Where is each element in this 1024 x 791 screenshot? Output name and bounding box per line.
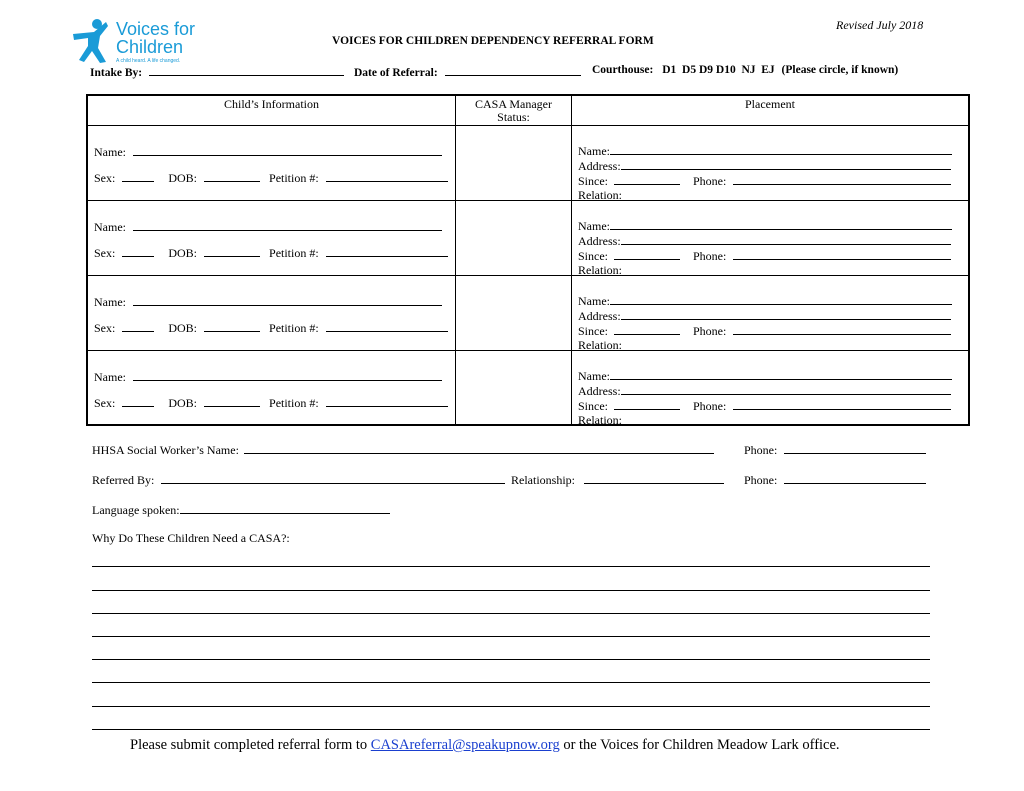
child-petition-label: Petition #: [269, 171, 319, 185]
child-name-line [94, 294, 442, 309]
placement-address-field[interactable] [621, 383, 951, 395]
placement-since-label: Since: [578, 174, 608, 188]
placement-address-label: Address: [578, 234, 621, 248]
child-dob-label: DOB: [168, 246, 198, 260]
placement-since-label: Since: [578, 399, 608, 413]
placement-phone-label: Phone: [693, 249, 727, 263]
child-sex-field[interactable] [122, 170, 154, 182]
logo [70, 18, 210, 66]
language-row [92, 502, 390, 518]
placement-since-label: Since: [578, 324, 608, 338]
row-divider [88, 275, 968, 276]
child-dob-field[interactable] [204, 245, 260, 257]
writing-line[interactable] [92, 706, 930, 707]
referred-by-row [92, 472, 505, 488]
placement-since-line [578, 398, 951, 413]
social-worker-phone-row [744, 442, 926, 458]
child-name-line [94, 369, 442, 384]
child-petition-label: Petition #: [269, 246, 319, 260]
logo-name-line1: Voices for [116, 19, 196, 39]
col-divider [455, 96, 456, 424]
language-label: Language spoken: [92, 503, 180, 517]
row-divider [88, 125, 968, 126]
footer-post: or the Voices for Children Meadow Lark office. [563, 737, 840, 753]
placement-address-line [578, 233, 951, 248]
placement-address-field[interactable] [621, 158, 951, 170]
placement-name-label: Name: [578, 144, 610, 158]
col-header-child-info: Child’s Information [224, 97, 319, 111]
child-petition-label: Petition #: [269, 396, 319, 410]
child-figure-icon [70, 18, 114, 64]
footer-pre: Please submit completed referral form to [130, 737, 368, 753]
placement-address-line [578, 158, 951, 173]
language-field[interactable] [180, 502, 390, 514]
placement-name-label: Name: [578, 219, 610, 233]
placement-since-field[interactable] [614, 398, 680, 410]
placement-address-label: Address: [578, 309, 621, 323]
why-casa-label: Why Do These Children Need a CASA?: [92, 531, 290, 545]
social-worker-phone-label: Phone: [744, 443, 778, 457]
child-dob-label: DOB: [168, 321, 198, 335]
writing-line[interactable] [92, 729, 930, 730]
placement-relation-line [578, 338, 622, 352]
placement-name-field[interactable] [610, 218, 952, 230]
row-divider [88, 200, 968, 201]
placement-relation-line [578, 188, 622, 202]
child-sex-field[interactable] [122, 395, 154, 407]
placement-phone-label: Phone: [693, 174, 727, 188]
courthouse-label: Courthouse: [592, 64, 654, 76]
date-row [354, 64, 581, 79]
placement-phone-field[interactable] [733, 248, 951, 260]
logo-tagline: A child heard. A life changed. [116, 58, 181, 64]
writing-line[interactable] [92, 682, 930, 683]
placement-phone-label: Phone: [693, 399, 727, 413]
child-name-field[interactable] [133, 369, 442, 381]
col-header-casa-line2: Status: [497, 110, 530, 124]
placement-name-field[interactable] [610, 293, 952, 305]
placement-address-field[interactable] [621, 308, 951, 320]
placement-phone-field[interactable] [733, 173, 951, 185]
child-details-line [94, 320, 448, 335]
child-sex-label: Sex: [94, 246, 116, 260]
col-divider [571, 96, 572, 424]
intake-row [90, 64, 344, 79]
relationship-row [511, 472, 724, 488]
placement-since-label: Since: [578, 249, 608, 263]
social-worker-row [92, 442, 714, 458]
placement-since-line [578, 248, 951, 263]
referred-by-field[interactable] [161, 472, 505, 484]
placement-name-line [578, 368, 952, 383]
child-name-label: Name: [94, 370, 126, 384]
placement-address-field[interactable] [621, 233, 951, 245]
child-petition-field[interactable] [326, 245, 448, 257]
writing-line[interactable] [92, 590, 930, 591]
placement-relation-line [578, 263, 622, 277]
placement-name-field[interactable] [610, 143, 952, 155]
courthouse-row [592, 64, 898, 76]
placement-since-line [578, 173, 951, 188]
child-sex-field[interactable] [122, 320, 154, 332]
col-header-casa-line1: CASA Manager [475, 97, 552, 111]
revised-date: Revised July 2018 [836, 18, 924, 32]
intake-by-label: Intake By: [90, 67, 143, 79]
writing-line[interactable] [92, 636, 930, 637]
placement-name-label: Name: [578, 294, 610, 308]
col-header-placement: Placement [745, 97, 795, 111]
relationship-field[interactable] [584, 472, 724, 484]
child-petition-field[interactable] [326, 170, 448, 182]
referrer-phone-label: Phone: [744, 473, 778, 487]
child-dob-label: DOB: [168, 396, 198, 410]
relationship-label: Relationship: [511, 473, 575, 487]
placement-name-field[interactable] [610, 368, 952, 380]
child-sex-field[interactable] [122, 245, 154, 257]
writing-line[interactable] [92, 613, 930, 614]
placement-name-label: Name: [578, 369, 610, 383]
writing-line[interactable] [92, 659, 930, 660]
child-dob-field[interactable] [204, 395, 260, 407]
logo-name-line2: Children [116, 37, 184, 57]
child-name-label: Name: [94, 145, 126, 159]
placement-name-line [578, 143, 952, 158]
child-details-line [94, 395, 448, 410]
child-sex-label: Sex: [94, 396, 116, 410]
courthouse-note: (Please circle, if known) [781, 64, 899, 76]
date-of-referral-field[interactable] [445, 64, 581, 76]
placement-name-line [578, 293, 952, 308]
date-of-referral-label: Date of Referral: [354, 67, 438, 79]
placement-relation-label: Relation: [578, 263, 622, 277]
child-petition-label: Petition #: [269, 321, 319, 335]
child-petition-field[interactable] [326, 395, 448, 407]
placement-relation-label: Relation: [578, 188, 622, 202]
child-name-line [94, 219, 442, 234]
col-header-casa [456, 98, 571, 124]
social-worker-phone-field[interactable] [784, 442, 926, 454]
child-name-label: Name: [94, 295, 126, 309]
form-title: VOICES FOR CHILDREN DEPENDENCY REFERRAL FORM [332, 35, 654, 47]
child-name-field[interactable] [133, 294, 442, 306]
footer-instruction [130, 737, 840, 754]
referred-by-label: Referred By: [92, 473, 155, 487]
placement-address-label: Address: [578, 384, 621, 398]
placement-address-label: Address: [578, 159, 621, 173]
child-dob-field[interactable] [204, 170, 260, 182]
child-name-line [94, 144, 442, 159]
courthouse-options[interactable]: D1 D5 D9 D10 NJ EJ [662, 64, 775, 76]
social-worker-label: HHSA Social Worker’s Name: [92, 443, 239, 457]
placement-relation-label: Relation: [578, 338, 622, 352]
child-name-label: Name: [94, 220, 126, 234]
child-dob-field[interactable] [204, 320, 260, 332]
placement-phone-field[interactable] [733, 323, 951, 335]
placement-since-field[interactable] [614, 323, 680, 335]
placement-address-line [578, 308, 951, 323]
referrer-phone-row [744, 472, 926, 488]
placement-since-field[interactable] [614, 248, 680, 260]
child-sex-label: Sex: [94, 321, 116, 335]
intake-by-field[interactable] [149, 64, 344, 76]
child-name-field[interactable] [133, 219, 442, 231]
placement-name-line [578, 218, 952, 233]
referral-email-link[interactable]: CASAreferral@speakupnow.org [370, 737, 560, 753]
social-worker-field[interactable] [244, 442, 714, 454]
children-table [86, 94, 970, 426]
placement-address-line [578, 383, 951, 398]
child-details-line [94, 170, 448, 185]
placement-relation-label: Relation: [578, 413, 622, 427]
row-divider [88, 350, 968, 351]
child-sex-label: Sex: [94, 171, 116, 185]
child-name-field[interactable] [133, 144, 442, 156]
writing-line[interactable] [92, 566, 930, 567]
placement-since-field[interactable] [614, 173, 680, 185]
placement-since-line [578, 323, 951, 338]
placement-relation-line [578, 413, 622, 427]
placement-phone-field[interactable] [733, 398, 951, 410]
placement-phone-label: Phone: [693, 324, 727, 338]
referrer-phone-field[interactable] [784, 472, 926, 484]
child-petition-field[interactable] [326, 320, 448, 332]
child-details-line [94, 245, 448, 260]
child-dob-label: DOB: [168, 171, 198, 185]
